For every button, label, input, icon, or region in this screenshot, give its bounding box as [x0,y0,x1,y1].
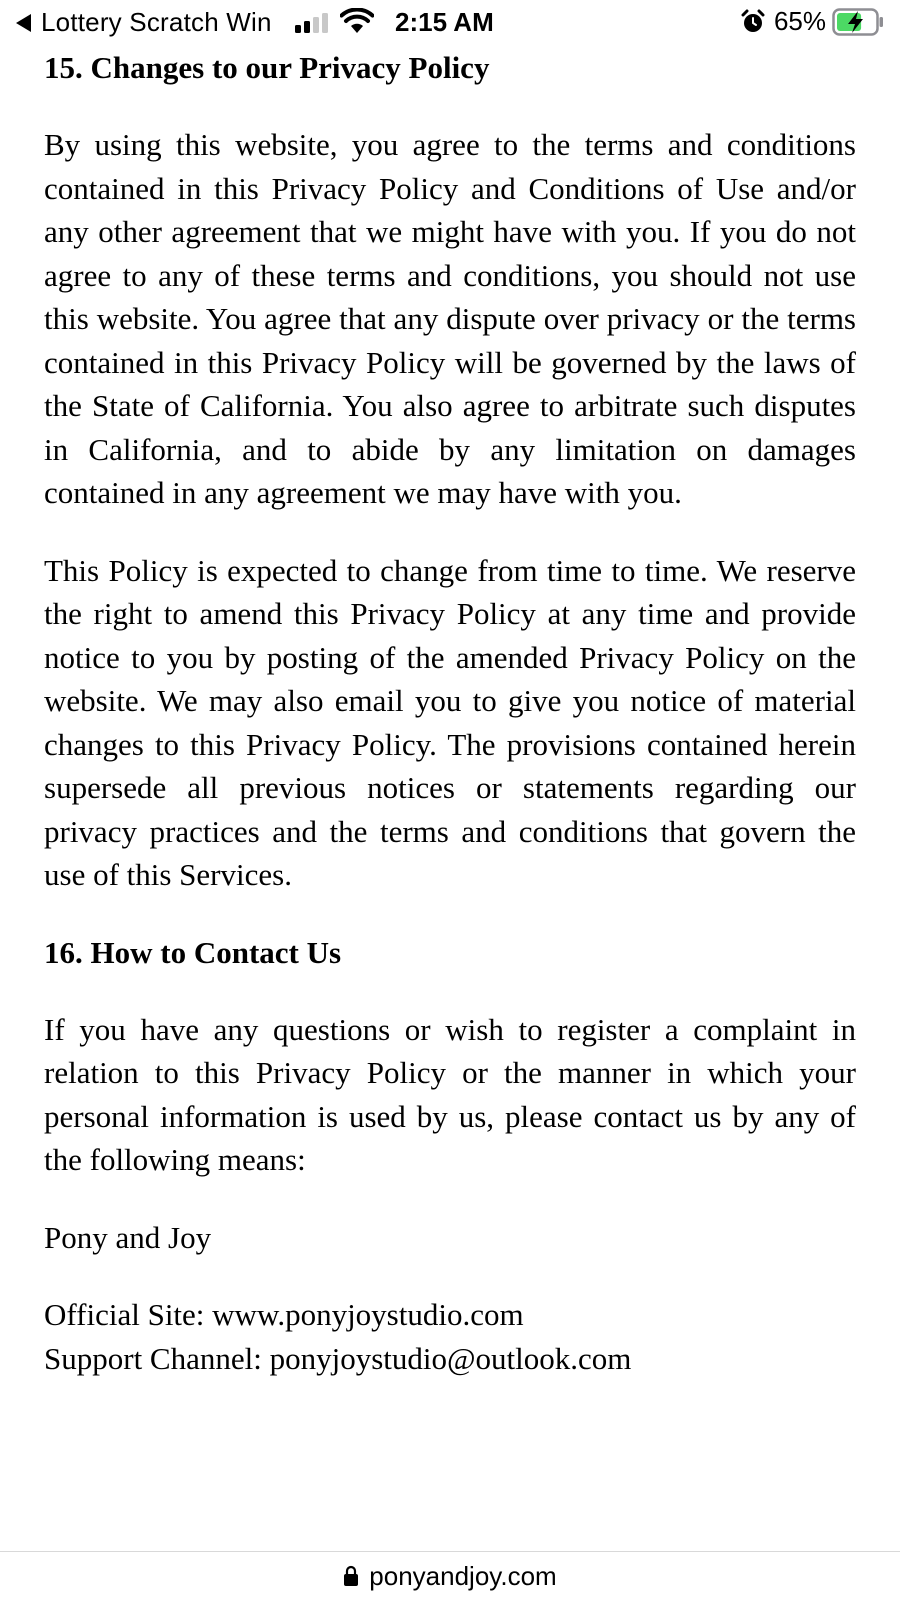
spacer [44,1182,856,1216]
signal-icon [293,13,333,33]
spacer [44,1259,856,1293]
paragraph-agreement: By using this website, you agree to the terms and conditions contained in this Privacy Policy and Conditions of Use and/or any other agreement that we might have with you. If you do not agree to any of these terms and conditions, you should not use this website. You agree that any dispute over privacy or the terms contained in this Privacy Policy will be governed by the laws of the State of California. You also agree to arbitrate such disputes in California, and to abide by any limitation on damages contained in any agreement we may have with you. [44,127,856,510]
back-arrow-icon [16,14,31,32]
status-right [740,6,884,37]
spacer [44,897,856,931]
battery-percent: 65% [773,6,826,36]
status-bar [0,0,900,46]
spacer [44,515,856,549]
paragraph-policy-changes: This Policy is expected to change from time to time. We reserve the right to amend this Privacy Policy at any time and provide notice to you by posting of the amended Privacy Policy on the website. We may also email you to give you notice of material changes to this Privacy Policy. The provisions contained herein supersede all previous notices or statements regarding our privacy practices and the terms and conditions that govern the use of this Services. [44,552,856,892]
clock: 2:15 AM [395,7,494,37]
section-heading-contact: 16. How to Contact Us [44,934,342,970]
alarm-icon [740,9,766,35]
url-domain: ponyandjoy.com [369,1560,557,1591]
wifi-icon [340,8,374,34]
url-bar[interactable] [0,1551,900,1600]
spacer [44,89,856,123]
back-app-label: Lottery Scratch Win [41,7,272,37]
official-site[interactable]: Official Site: www.ponyjoystudio.com [44,1297,524,1332]
company-name: Pony and Joy [44,1219,212,1255]
section-heading-changes: 15. Changes to our Privacy Policy [44,50,490,85]
support-channel[interactable]: Support Channel: ponyjoystudio@outlook.com [44,1340,632,1376]
page-content [44,46,856,1380]
battery-icon [832,8,884,36]
lock-icon [343,1565,359,1587]
paragraph-contact: If you have any questions or wish to register a complaint in relation to this Privacy Policy or the manner in which your personal information is used by us, please contact us by any of the following means: [44,1011,856,1177]
spacer [44,974,856,1008]
back-to-app[interactable] [16,7,272,38]
